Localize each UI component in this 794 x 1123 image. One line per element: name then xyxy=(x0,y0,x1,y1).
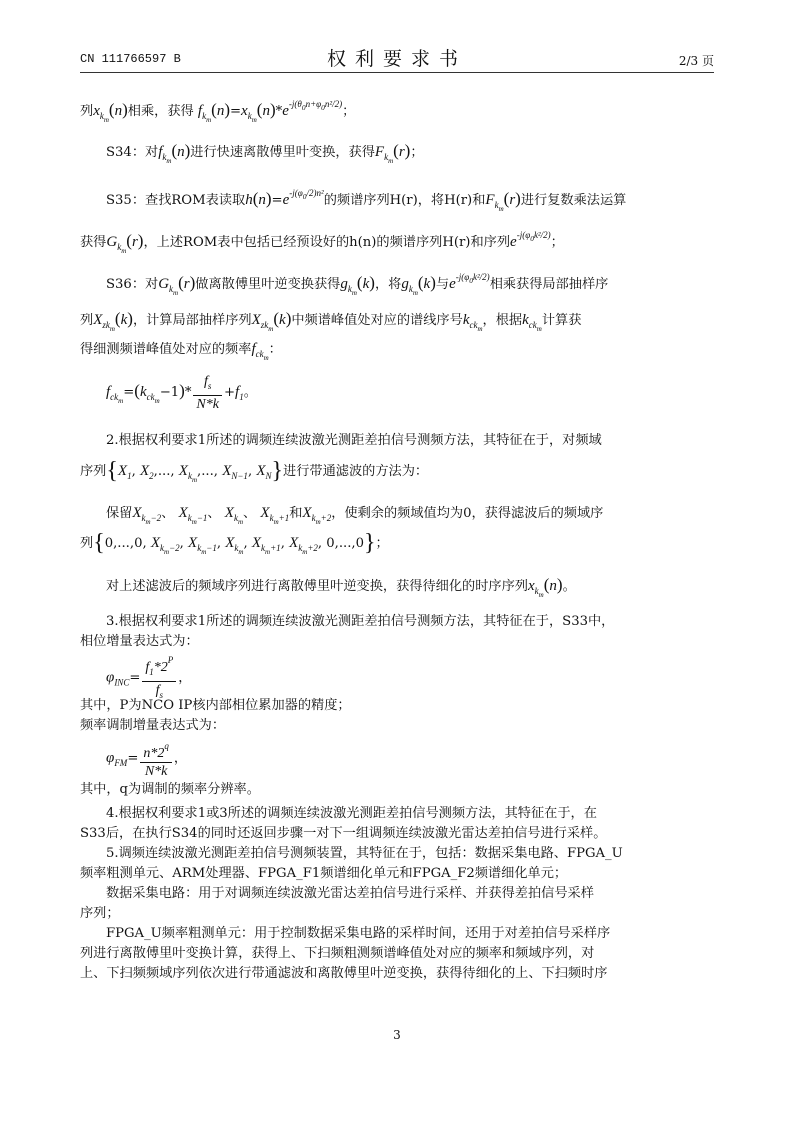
claim-2: 2.根据权利要求1所述的调频连续波激光测距差拍信号测频方法，其特征在于，对频域 xyxy=(106,433,602,448)
page-indicator: 2/3 页 xyxy=(678,54,714,68)
page-header xyxy=(80,0,714,70)
claim-2-keep: 保留$X_{k_m-2}$、 $X_{k_m-1}$、 $X_{k_m}$、 $X_{k_m+1}$和$X_{k_m+2}$，使剩余的频域值均为0，获得滤波后的频域序 xyxy=(106,505,604,526)
claims-body xyxy=(80,84,714,984)
claim-4: 4.根据权利要求1或3所述的调频连续波激光测距差拍信号测频方法，其特征在于，在 xyxy=(106,806,597,821)
step-s34: S34：对$f_{k_m}(n)$进行快速离散傅里叶变换，获得$F_{k_m}(r)$； xyxy=(106,141,424,165)
patent-number: CN 111766597 B xyxy=(80,52,181,66)
claim-3-p: 其中，P为NCO IP核内部相位累加器的精度； xyxy=(80,698,351,713)
claim-5-fpga-u: FPGA_U频率粗测单元：用于控制数据采集电路的采样时间，还用于对差拍信号采样序 xyxy=(106,926,611,941)
claim-3: 3.根据权利要求1所述的调频连续波激光测距差拍信号测频方法，其特征在于，S33中， xyxy=(106,614,615,629)
claim-5-daq: 数据采集电路：用于对调频连续波激光雷达差拍信号进行采样、并获得差拍信号采样 xyxy=(106,886,594,901)
claim-2-seq: 列{0,...,0, $X_{k_m-2}$, $X_{k_m-1}$, $X_{k_m}$, $X_{k_m+1}$, $X_{k_m+2}$, 0,...,0}； xyxy=(80,530,389,556)
claim-4-cont: S33后，在执行S34的同时还返回步骤一对下一组调频连续波激光雷达差拍信号进行采样。 xyxy=(80,826,607,841)
step-s35-cont: 获得$G_{k_m}(r)$，上述ROM表中包括已经预设好的h(n)的频谱序列H(r)和序列$e^{-j(\varphi_0k^2/2)}$； xyxy=(80,230,564,255)
document-title: 权利要求书 xyxy=(326,48,467,70)
claim-2-idft: 对上述滤波后的频域序列进行离散傅里叶逆变换，获得待细化的时序序列$x_{k_m}(n)$。 xyxy=(106,575,576,599)
header-rule xyxy=(80,72,714,73)
step-s36-cont: 列$X_{zk_m}(k)$，计算局部抽样序列$X_{zk_m}(k)$中频谱峰值处对应的谱线序号$k_{ck_m}$，根据$k_{ck_m}$计算获 xyxy=(80,309,582,333)
formula-phi-inc: $\varphi_{INC}=$ $\frac{f_1*2^P}{f_s}$ ， xyxy=(80,652,714,696)
claim-5-fpga-u-cont2: 上、下扫频频域序列依次进行带通滤波和离散傅里叶逆变换，获得待细化的上、下扫频时序 xyxy=(80,966,608,981)
claim-5-daq-cont: 序列； xyxy=(80,906,120,921)
claim-5-fpga-u-cont: 列进行离散傅里叶变换计算，获得上、下扫频粗测频谱峰值处对应的频率和频域序列，对 xyxy=(80,946,595,961)
claim-2-cont: 序列{$X_1$, $X_2$,..., $X_{k_m}$,..., $X_{N-1}$, $X_N$}进行带通滤波的方法为： xyxy=(80,458,429,484)
text-line: 列$x_{k_m}(n)$相乘，获得 $f_{k_m}(n)=x_{k_m}(n)*e^{-j(\theta_0n+\varphi_0n^2/2)}$； xyxy=(80,99,356,124)
claim-3-q: 其中，q为调制的频率分辨率。 xyxy=(80,782,260,797)
claim-3-cont: 相位增量表达式为： xyxy=(80,634,199,649)
formula-fck: $f_{ck_m}=(k_{ck_m}-1)*$ $\frac{f_s}{N*k}$ $+f_1$。 xyxy=(106,373,257,412)
step-s36: S36：对$G_{k_m}(r)$做离散傅里叶逆变换获得$g_{k_m}(k)$，将$g_{k_m}(k)$与$e^{-j(\varphi_0k^2/2)}$相乘获得局部抽样序 xyxy=(106,272,609,297)
step-s35: S35：查找ROM表读取$h(n)=e^{-j(\varphi_0/2)n^2}$的频谱序列H(r)，将H(r)和$F_{k_m}(r)$进行复数乘法运算 xyxy=(106,188,627,213)
claim-5: 5.调频连续波激光测距差拍信号测频装置，其特征在于，包括：数据采集电路、FPGA_U xyxy=(106,846,623,861)
page-number: 3 xyxy=(393,1028,401,1042)
claim-3-fm-title: 频率调制增量表达式为： xyxy=(80,718,226,733)
step-s36-cont2: 得细测频谱峰值处对应的频率$f_{ck_m}$： xyxy=(80,341,282,362)
formula-phi-fm: $\varphi_{FM}=$ $\frac{n*2^q}{N*k}$ ， xyxy=(80,736,714,780)
claim-5-cont: 频率粗测单元、ARM处理器、FPGA_F1频谱细化单元和FPGA_F2频谱细化单元； xyxy=(80,866,568,881)
